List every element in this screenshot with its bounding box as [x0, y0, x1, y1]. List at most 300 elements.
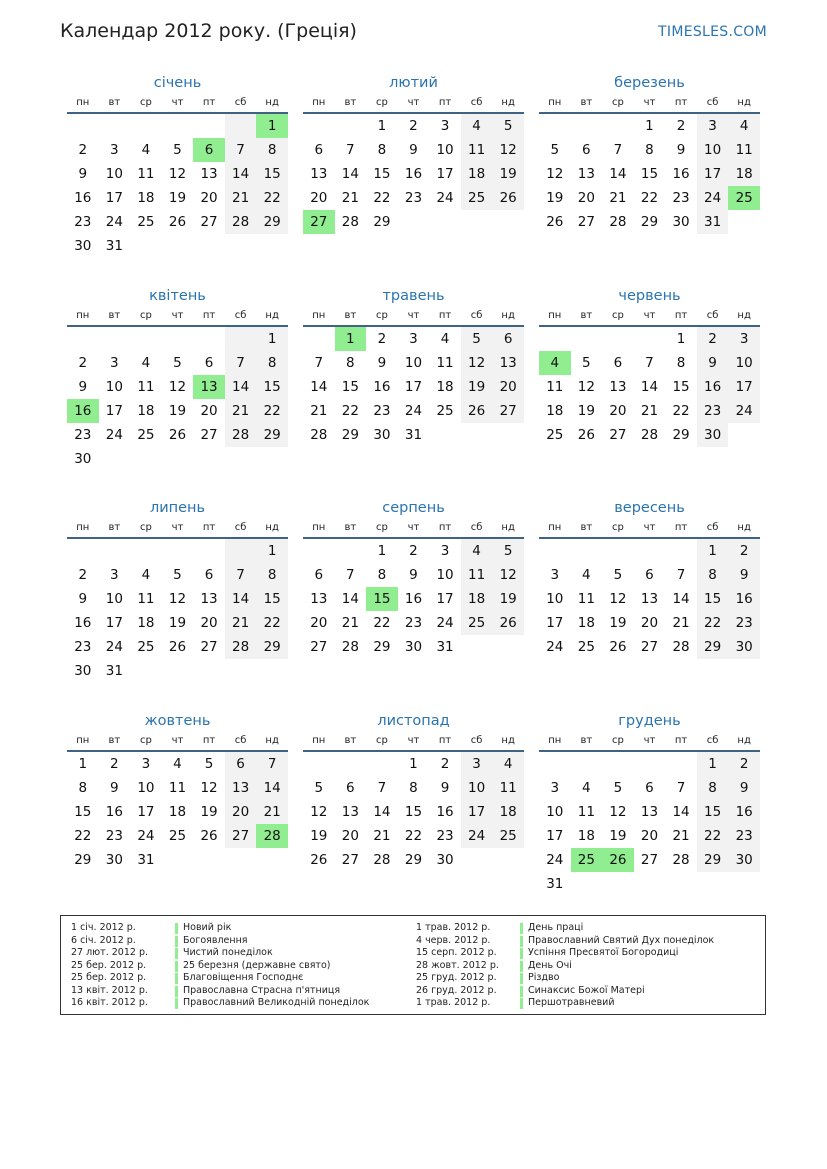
day-cell: 20 [200, 615, 218, 631]
day-cell: 31 [404, 427, 423, 443]
day-cell: 27 [341, 852, 359, 868]
day-cell: 17 [436, 591, 454, 607]
day-cell: 2 [78, 142, 88, 158]
legend-row [61, 947, 369, 960]
day-cell: 16 [373, 379, 391, 395]
day-cell: 29 [341, 427, 359, 443]
day-cell: 1 [256, 539, 288, 563]
legend-column-left [61, 922, 369, 1010]
day-cell: 4 [141, 567, 151, 583]
day-cell: 27 [609, 427, 627, 443]
day-cell: 15 [256, 375, 288, 399]
legend-row [406, 960, 714, 973]
day-cell: 4 [141, 142, 151, 158]
empty-cell [162, 848, 194, 872]
day-cell: 3 [728, 327, 760, 351]
day-cell: 14 [256, 776, 288, 800]
holiday-legend [60, 915, 766, 1015]
weekday-label: ср [375, 310, 388, 321]
day-cell: 31 [546, 876, 564, 892]
month-name: червень [618, 288, 681, 304]
day-cell: 25 [436, 403, 454, 419]
holiday-date: 26 груд. 2012 р. [416, 984, 497, 996]
weekday-label: пт [674, 522, 688, 533]
day-cell: 29 [672, 427, 690, 443]
day-cell: 5 [492, 114, 524, 138]
holiday-date: 1 січ. 2012 р. [71, 922, 136, 933]
holiday-marker [520, 973, 523, 984]
day-cell: 24 [728, 399, 760, 423]
empty-cell [539, 539, 571, 563]
day-cell: 27 [200, 639, 218, 655]
day-cell: 29 [697, 848, 729, 872]
legend-row [406, 922, 714, 935]
day-cell: 26 [546, 214, 564, 230]
day-cell: 14 [341, 166, 359, 182]
day-cell: 23 [728, 824, 760, 848]
day-cell: 29 [373, 639, 391, 655]
weekday-header [67, 519, 288, 539]
weekday-label: чт [407, 97, 420, 108]
empty-cell [571, 327, 603, 351]
day-grid [67, 539, 288, 683]
day-cell: 1 [409, 756, 418, 772]
weekday-label: ср [611, 735, 624, 746]
day-grid [539, 752, 760, 896]
day-cell: 7 [613, 142, 623, 158]
day-cell: 19 [609, 828, 627, 844]
day-cell: 5 [492, 539, 524, 563]
weekday-label: вт [580, 97, 593, 108]
holiday-date: 4 черв. 2012 р. [416, 934, 491, 946]
day-cell: 3 [440, 118, 450, 134]
day-cell: 28 [672, 639, 690, 655]
day-cell: 6 [193, 138, 225, 162]
weekday-label: нд [501, 310, 515, 321]
day-cell: 10 [137, 780, 155, 796]
day-cell: 31 [436, 639, 454, 655]
day-cell: 15 [697, 800, 729, 824]
empty-cell [193, 234, 225, 258]
day-cell: 13 [310, 166, 328, 182]
day-cell: 7 [346, 567, 355, 583]
weekday-header [303, 94, 524, 114]
day-cell: 11 [461, 138, 493, 162]
weekday-label: чт [643, 522, 656, 533]
day-cell: 14 [672, 591, 690, 607]
day-cell: 18 [137, 403, 155, 419]
day-cell: 2 [728, 752, 760, 776]
day-cell: 31 [105, 238, 123, 254]
day-cell: 20 [200, 190, 218, 206]
weekday-label: вт [580, 522, 593, 533]
empty-cell [256, 234, 288, 258]
day-cell: 23 [74, 639, 92, 655]
day-cell: 11 [137, 591, 155, 607]
empty-cell [99, 539, 131, 563]
day-cell: 15 [256, 162, 288, 186]
day-cell: 16 [74, 615, 92, 631]
day-cell: 24 [546, 852, 564, 868]
month-block [67, 710, 288, 872]
day-cell: 5 [613, 567, 623, 583]
day-cell: 22 [256, 399, 288, 423]
day-cell: 15 [640, 166, 659, 182]
empty-cell [130, 539, 162, 563]
month-block [539, 285, 760, 447]
day-cell: 21 [341, 190, 359, 206]
month-block [539, 710, 760, 896]
weekday-label: пн [312, 735, 326, 746]
weekday-label: чт [407, 522, 420, 533]
weekday-label: пн [76, 735, 90, 746]
day-cell: 1 [697, 752, 729, 776]
empty-cell [193, 327, 225, 351]
legend-column-right [406, 922, 714, 1010]
empty-cell [571, 539, 603, 563]
weekday-header [303, 732, 524, 752]
day-cell: 14 [225, 587, 257, 611]
day-cell: 19 [310, 828, 328, 844]
weekday-label: сб [234, 310, 247, 321]
day-cell: 4 [582, 567, 591, 583]
day-cell: 22 [640, 190, 659, 206]
day-cell: 9 [110, 780, 119, 796]
day-cell: 12 [168, 591, 187, 607]
day-cell: 20 [310, 190, 328, 206]
weekday-label: ср [139, 735, 152, 746]
day-cell: 3 [440, 543, 450, 559]
weekday-label: сб [470, 522, 483, 533]
day-cell: 25 [571, 848, 603, 872]
day-grid [303, 752, 524, 872]
day-cell: 24 [137, 828, 155, 844]
weekday-label: сб [470, 310, 483, 321]
weekday-label: нд [737, 97, 751, 108]
day-grid [67, 114, 288, 258]
weekday-label: чт [643, 310, 656, 321]
day-cell: 3 [550, 567, 560, 583]
day-cell: 20 [640, 615, 659, 631]
day-cell: 27 [640, 852, 659, 868]
legend-row [61, 935, 369, 948]
day-cell: 24 [436, 190, 454, 206]
day-cell: 17 [546, 615, 564, 631]
weekday-label: сб [470, 97, 483, 108]
day-cell: 11 [577, 804, 595, 820]
day-cell: 31 [137, 852, 155, 868]
day-cell: 27 [303, 210, 335, 234]
day-cell: 21 [225, 186, 257, 210]
holiday-date: 25 бер. 2012 р. [71, 972, 147, 983]
day-grid [539, 114, 760, 234]
day-cell: 28 [256, 824, 288, 848]
weekday-label: вт [344, 310, 357, 321]
day-cell: 11 [492, 776, 524, 800]
day-cell: 10 [546, 804, 564, 820]
day-cell: 31 [697, 210, 729, 234]
weekday-header [303, 307, 524, 327]
day-cell: 22 [373, 190, 391, 206]
empty-cell [162, 234, 194, 258]
day-cell: 1 [78, 756, 88, 772]
day-cell: 29 [640, 214, 659, 230]
weekday-label: вт [580, 310, 593, 321]
day-cell: 12 [310, 804, 328, 820]
holiday-marker [520, 961, 523, 972]
day-cell: 8 [697, 776, 729, 800]
day-cell: 14 [640, 379, 659, 395]
day-cell: 24 [105, 427, 123, 443]
day-cell: 26 [461, 399, 493, 423]
day-cell: 12 [168, 166, 187, 182]
holiday-marker [175, 936, 178, 947]
weekday-label: ср [139, 97, 152, 108]
holiday-marker [520, 998, 523, 1009]
day-cell: 23 [728, 611, 760, 635]
day-cell: 7 [314, 355, 324, 371]
day-cell: 17 [461, 800, 493, 824]
day-cell: 25 [577, 639, 595, 655]
day-cell: 29 [404, 852, 423, 868]
day-cell: 9 [728, 563, 760, 587]
day-cell: 22 [404, 828, 423, 844]
day-cell: 23 [105, 828, 123, 844]
day-cell: 3 [110, 355, 119, 371]
day-cell: 27 [577, 214, 595, 230]
empty-cell [634, 752, 666, 776]
day-cell: 10 [461, 776, 493, 800]
empty-cell [67, 539, 99, 563]
holiday-date: 25 бер. 2012 р. [71, 959, 147, 971]
holiday-name: Першотравневий [528, 997, 615, 1008]
day-cell: 20 [492, 375, 524, 399]
empty-cell [571, 114, 603, 138]
day-cell: 10 [697, 138, 729, 162]
empty-cell [67, 114, 99, 138]
day-cell: 29 [256, 210, 288, 234]
weekday-label: пн [548, 522, 562, 533]
day-cell: 22 [672, 403, 690, 419]
empty-cell [728, 210, 760, 234]
legend-row [406, 972, 714, 985]
empty-cell [162, 659, 194, 683]
month-name: квітень [149, 288, 206, 304]
empty-cell [335, 752, 367, 776]
day-cell: 11 [436, 355, 454, 371]
day-cell: 15 [341, 379, 359, 395]
day-cell: 15 [74, 804, 92, 820]
day-cell: 10 [105, 166, 123, 182]
empty-cell [225, 234, 257, 258]
day-cell: 21 [640, 403, 659, 419]
day-cell: 7 [676, 567, 686, 583]
legend-row [61, 997, 369, 1010]
day-cell: 8 [78, 780, 88, 796]
day-cell: 16 [728, 800, 760, 824]
day-cell: 14 [672, 804, 690, 820]
day-cell: 26 [168, 214, 187, 230]
day-cell: 1 [256, 114, 288, 138]
day-cell: 7 [676, 780, 686, 796]
day-cell: 19 [168, 190, 187, 206]
day-grid [303, 327, 524, 447]
weekday-label: пн [76, 522, 90, 533]
empty-cell [99, 114, 131, 138]
day-cell: 2 [409, 118, 418, 134]
empty-cell [130, 234, 162, 258]
day-cell: 3 [409, 331, 418, 347]
page-title: Календар 2012 року. (Греція) [60, 20, 357, 42]
empty-cell [67, 327, 99, 351]
legend-row [406, 985, 714, 998]
holiday-date: 1 трав. 2012 р. [416, 922, 491, 933]
day-cell: 4 [141, 355, 151, 371]
day-cell: 6 [613, 355, 623, 371]
holiday-name: Чистий понеділок [183, 947, 273, 958]
month-name: жовтень [144, 713, 211, 729]
weekday-header [539, 519, 760, 539]
empty-cell [335, 114, 367, 138]
day-cell: 9 [409, 567, 418, 583]
weekday-label: пт [438, 97, 452, 108]
day-cell: 16 [105, 804, 123, 820]
month-name: листопад [377, 713, 450, 729]
holiday-date: 27 лют. 2012 р. [71, 947, 148, 958]
month-block [539, 497, 760, 659]
day-cell: 26 [200, 828, 218, 844]
weekday-header [67, 94, 288, 114]
empty-cell [492, 423, 524, 447]
weekday-label: сб [470, 735, 483, 746]
month-name: січень [153, 75, 202, 91]
brand-link[interactable]: TIMESLES.COM [658, 24, 767, 40]
day-cell: 22 [373, 615, 391, 631]
day-cell: 17 [728, 375, 760, 399]
empty-cell [335, 539, 367, 563]
empty-cell [256, 447, 288, 471]
empty-cell [461, 210, 493, 234]
day-cell: 19 [492, 587, 524, 611]
day-cell: 28 [341, 639, 359, 655]
empty-cell [728, 872, 760, 896]
weekday-label: сб [706, 735, 719, 746]
legend-row [61, 922, 369, 935]
day-cell: 1 [335, 327, 367, 351]
day-cell: 28 [310, 427, 328, 443]
weekday-label: вт [108, 310, 121, 321]
day-cell: 8 [256, 563, 288, 587]
day-cell: 14 [310, 379, 328, 395]
weekday-label: вт [108, 97, 121, 108]
day-cell: 7 [225, 351, 257, 375]
weekday-header [539, 732, 760, 752]
day-cell: 4 [173, 756, 182, 772]
day-cell: 13 [200, 166, 218, 182]
holiday-marker [175, 973, 178, 984]
day-cell: 30 [436, 852, 454, 868]
weekday-label: сб [706, 522, 719, 533]
day-cell: 1 [697, 539, 729, 563]
day-cell: 28 [609, 214, 627, 230]
holiday-name: Православний Великодній понеділок [183, 997, 370, 1008]
month-block [303, 285, 524, 447]
day-cell: 26 [602, 848, 634, 872]
day-cell: 7 [346, 142, 355, 158]
day-cell: 6 [314, 142, 324, 158]
month-name: травень [382, 288, 445, 304]
weekday-label: чт [171, 735, 184, 746]
day-cell: 20 [310, 615, 328, 631]
legend-row [406, 997, 714, 1010]
weekday-label: нд [737, 522, 751, 533]
day-cell: 15 [256, 587, 288, 611]
day-cell: 15 [366, 587, 398, 611]
empty-cell [602, 752, 634, 776]
day-cell: 17 [404, 379, 423, 395]
weekday-label: чт [171, 97, 184, 108]
day-cell: 26 [492, 611, 524, 635]
empty-cell [665, 752, 697, 776]
day-cell: 11 [168, 780, 187, 796]
day-cell: 21 [310, 403, 328, 419]
holiday-date: 1 трав. 2012 р. [416, 997, 491, 1008]
day-cell: 6 [225, 752, 257, 776]
day-cell: 8 [256, 138, 288, 162]
day-cell: 5 [582, 355, 591, 371]
weekday-label: вт [344, 97, 357, 108]
day-cell: 1 [377, 118, 387, 134]
weekday-label: сб [234, 522, 247, 533]
day-grid [67, 327, 288, 471]
empty-cell [728, 423, 760, 447]
holiday-name: 25 березня (державне свято) [183, 959, 331, 971]
day-cell: 9 [409, 142, 418, 158]
month-block [539, 72, 760, 234]
day-cell: 2 [110, 756, 119, 772]
day-cell: 28 [373, 852, 391, 868]
empty-cell [303, 539, 335, 563]
holiday-name: Успіння Пресвятої Богородиці [528, 947, 679, 958]
day-cell: 21 [225, 399, 257, 423]
day-cell: 26 [492, 186, 524, 210]
day-cell: 30 [697, 423, 729, 447]
day-cell: 22 [697, 824, 729, 848]
empty-cell [193, 447, 225, 471]
day-cell: 16 [697, 375, 729, 399]
day-cell: 5 [461, 327, 493, 351]
day-cell: 19 [168, 615, 187, 631]
day-cell: 21 [672, 615, 690, 631]
day-cell: 20 [577, 190, 595, 206]
day-cell: 30 [74, 238, 92, 254]
day-cell: 9 [78, 166, 88, 182]
month-name: грудень [618, 713, 681, 729]
day-cell: 19 [461, 375, 493, 399]
day-cell: 23 [373, 403, 391, 419]
day-cell: 1 [377, 543, 387, 559]
day-cell: 16 [436, 804, 454, 820]
weekday-label: вт [580, 735, 593, 746]
empty-cell [429, 423, 461, 447]
day-cell: 30 [672, 214, 690, 230]
empty-cell [539, 327, 571, 351]
day-cell: 24 [436, 615, 454, 631]
day-cell: 4 [461, 539, 493, 563]
day-cell: 4 [440, 331, 450, 347]
empty-cell [303, 327, 335, 351]
day-cell: 8 [697, 563, 729, 587]
